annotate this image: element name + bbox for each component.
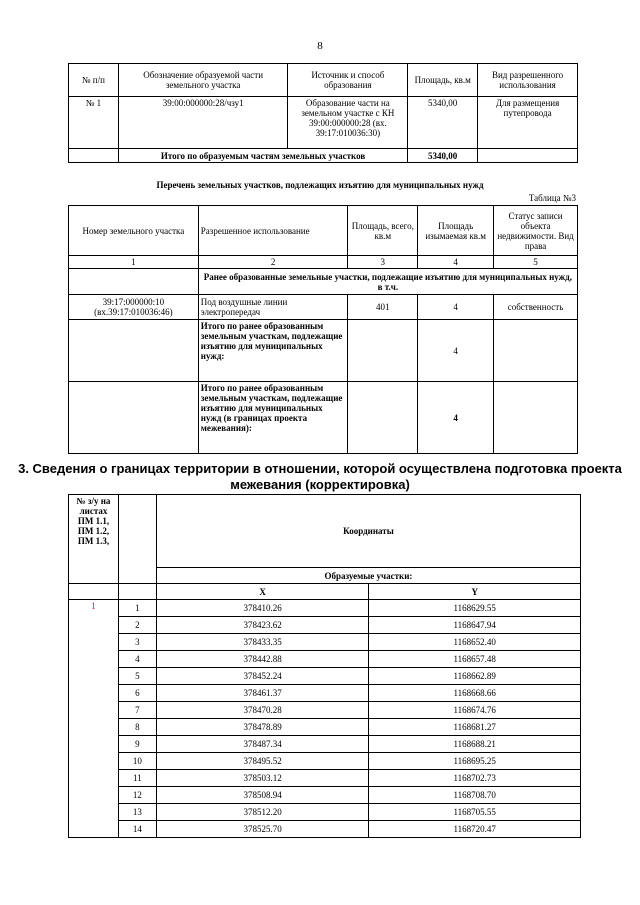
table-row <box>69 634 581 651</box>
coords-header: Координаты <box>156 495 580 568</box>
list-title: Перечень земельных участков, подлежащих изъятию для муниципальных нужд <box>156 180 484 190</box>
cell-area: 5340,00 <box>408 97 478 149</box>
cell-permitted-use: Под воздушные линии электропередач <box>198 295 348 320</box>
table-row <box>69 770 581 787</box>
formed-header: Образуемые участки: <box>156 568 580 584</box>
col-header-designation: Обозначение образуемой части земельного участка <box>118 64 288 97</box>
col-header-status: Статус записи объекта недвижимости. Вид права <box>494 206 578 256</box>
cell-number: № 1 <box>69 97 119 149</box>
cell-status: собственность <box>494 295 578 320</box>
y-header: Y <box>369 584 581 600</box>
coord-x: 378495.52 <box>156 753 369 770</box>
coord-y: 1168668.66 <box>369 685 581 702</box>
cell-usage: Для размещения путепровода <box>478 97 578 149</box>
coord-y: 1168662.89 <box>369 668 581 685</box>
subheader: Ранее образованные земельные участки, подлежащие изъятию для муниципальных нужд, в т.ч. <box>198 269 577 295</box>
total-label: Итого по образуемым частям земельных участков <box>118 149 407 163</box>
point-number: 10 <box>118 753 156 770</box>
col-number-3: 3 <box>348 256 418 269</box>
total2-value: 4 <box>418 382 494 454</box>
coord-x: 378525.70 <box>156 821 369 838</box>
coord-y: 1168705.55 <box>369 804 581 821</box>
col-number-5: 5 <box>494 256 578 269</box>
point-number: 5 <box>118 668 156 685</box>
page-number: 8 <box>317 40 323 52</box>
withdrawal-table <box>68 205 578 454</box>
cell-seized-area: 4 <box>418 295 494 320</box>
coord-x: 378470.28 <box>156 702 369 719</box>
coord-x: 378478.89 <box>156 719 369 736</box>
x-header: X <box>156 584 369 600</box>
coord-x: 378512.20 <box>156 804 369 821</box>
total-value: 5340,00 <box>408 149 478 163</box>
table-row <box>69 804 581 821</box>
col-header-area: Площадь, кв.м <box>408 64 478 97</box>
coord-x: 378503.12 <box>156 770 369 787</box>
coord-y: 1168720.47 <box>369 821 581 838</box>
table-row <box>69 668 581 685</box>
coord-x: 378433.35 <box>156 634 369 651</box>
col-header-usage: Вид разрешенного использования <box>478 64 578 97</box>
coord-x: 378487.34 <box>156 736 369 753</box>
col-number-4: 4 <box>418 256 494 269</box>
table-label: Таблица №3 <box>528 193 576 203</box>
coord-x: 378442.88 <box>156 651 369 668</box>
plot-number: 1 <box>69 600 119 838</box>
col-header-permitted-use: Разрешенное использование <box>198 206 348 256</box>
coord-y: 1168652.40 <box>369 634 581 651</box>
point-number: 12 <box>118 787 156 804</box>
point-number: 13 <box>118 804 156 821</box>
coord-x: 378461.37 <box>156 685 369 702</box>
section-heading: 3. Сведения о границах территории в отношении, которой осуществлена подготовка проекта межевания (корректировка) <box>18 461 622 492</box>
col-header-total-area: Площадь, всего, кв.м <box>348 206 418 256</box>
point-number: 8 <box>118 719 156 736</box>
table-row <box>69 787 581 804</box>
table-row <box>69 600 581 617</box>
table-row <box>69 719 581 736</box>
total2-label: Итого по ранее образованным земельным участкам, подлежащие изъятию для муниципальных нужд (в границах проекта межевания): <box>198 382 348 454</box>
col-header-plot-sheets: № з/у на листах ПМ 1.1, ПМ 1.2, ПМ 1.3, <box>69 495 119 584</box>
coord-x: 378423.62 <box>156 617 369 634</box>
coord-y: 1168702.73 <box>369 770 581 787</box>
total1-value: 4 <box>418 320 494 382</box>
cell-total-area: 401 <box>348 295 418 320</box>
col-header-plot: Номер земельного участка <box>69 206 199 256</box>
col-header-number: № п/п <box>69 64 119 97</box>
table-row <box>69 651 581 668</box>
coord-y: 1168708.70 <box>369 787 581 804</box>
point-number: 9 <box>118 736 156 753</box>
land-parts-table <box>68 63 578 163</box>
point-number: 11 <box>118 770 156 787</box>
coord-x: 378452.24 <box>156 668 369 685</box>
point-number: 7 <box>118 702 156 719</box>
coord-x: 378508.94 <box>156 787 369 804</box>
coord-y: 1168647.94 <box>369 617 581 634</box>
coord-x: 378410.26 <box>156 600 369 617</box>
coord-y: 1168657.48 <box>369 651 581 668</box>
col-header-source: Источник и способ образования <box>288 64 408 97</box>
coord-y: 1168629.55 <box>369 600 581 617</box>
point-number: 3 <box>118 634 156 651</box>
table-row <box>69 685 581 702</box>
point-number: 6 <box>118 685 156 702</box>
cell-plot-number: 39:17:000000:10 (вх.39:17:010036:46) <box>69 295 199 320</box>
coord-y: 1168681.27 <box>369 719 581 736</box>
col-number-2: 2 <box>198 256 348 269</box>
point-number: 14 <box>118 821 156 838</box>
cell-designation: 39:00:000000:28/чзу1 <box>118 97 288 149</box>
table-row <box>69 736 581 753</box>
coordinates-table <box>68 494 581 838</box>
point-number: 1 <box>118 600 156 617</box>
table-row <box>69 753 581 770</box>
coord-y: 1168688.21 <box>369 736 581 753</box>
point-number: 4 <box>118 651 156 668</box>
table-row <box>69 617 581 634</box>
table-row <box>69 821 581 838</box>
table-row <box>69 702 581 719</box>
cell-source: Образование части на земельном участке с КН 39:00:000000:28 (вх. 39:17:010036:30) <box>288 97 408 149</box>
col-header-seized-area: Площадь изымаемая кв.м <box>418 206 494 256</box>
total1-label: Итого по ранее образованным земельным участкам, подлежащие изъятию для муниципальных нужд: <box>198 320 348 382</box>
coord-y: 1168695.25 <box>369 753 581 770</box>
point-number: 2 <box>118 617 156 634</box>
col-number-1: 1 <box>69 256 199 269</box>
coord-y: 1168674.76 <box>369 702 581 719</box>
